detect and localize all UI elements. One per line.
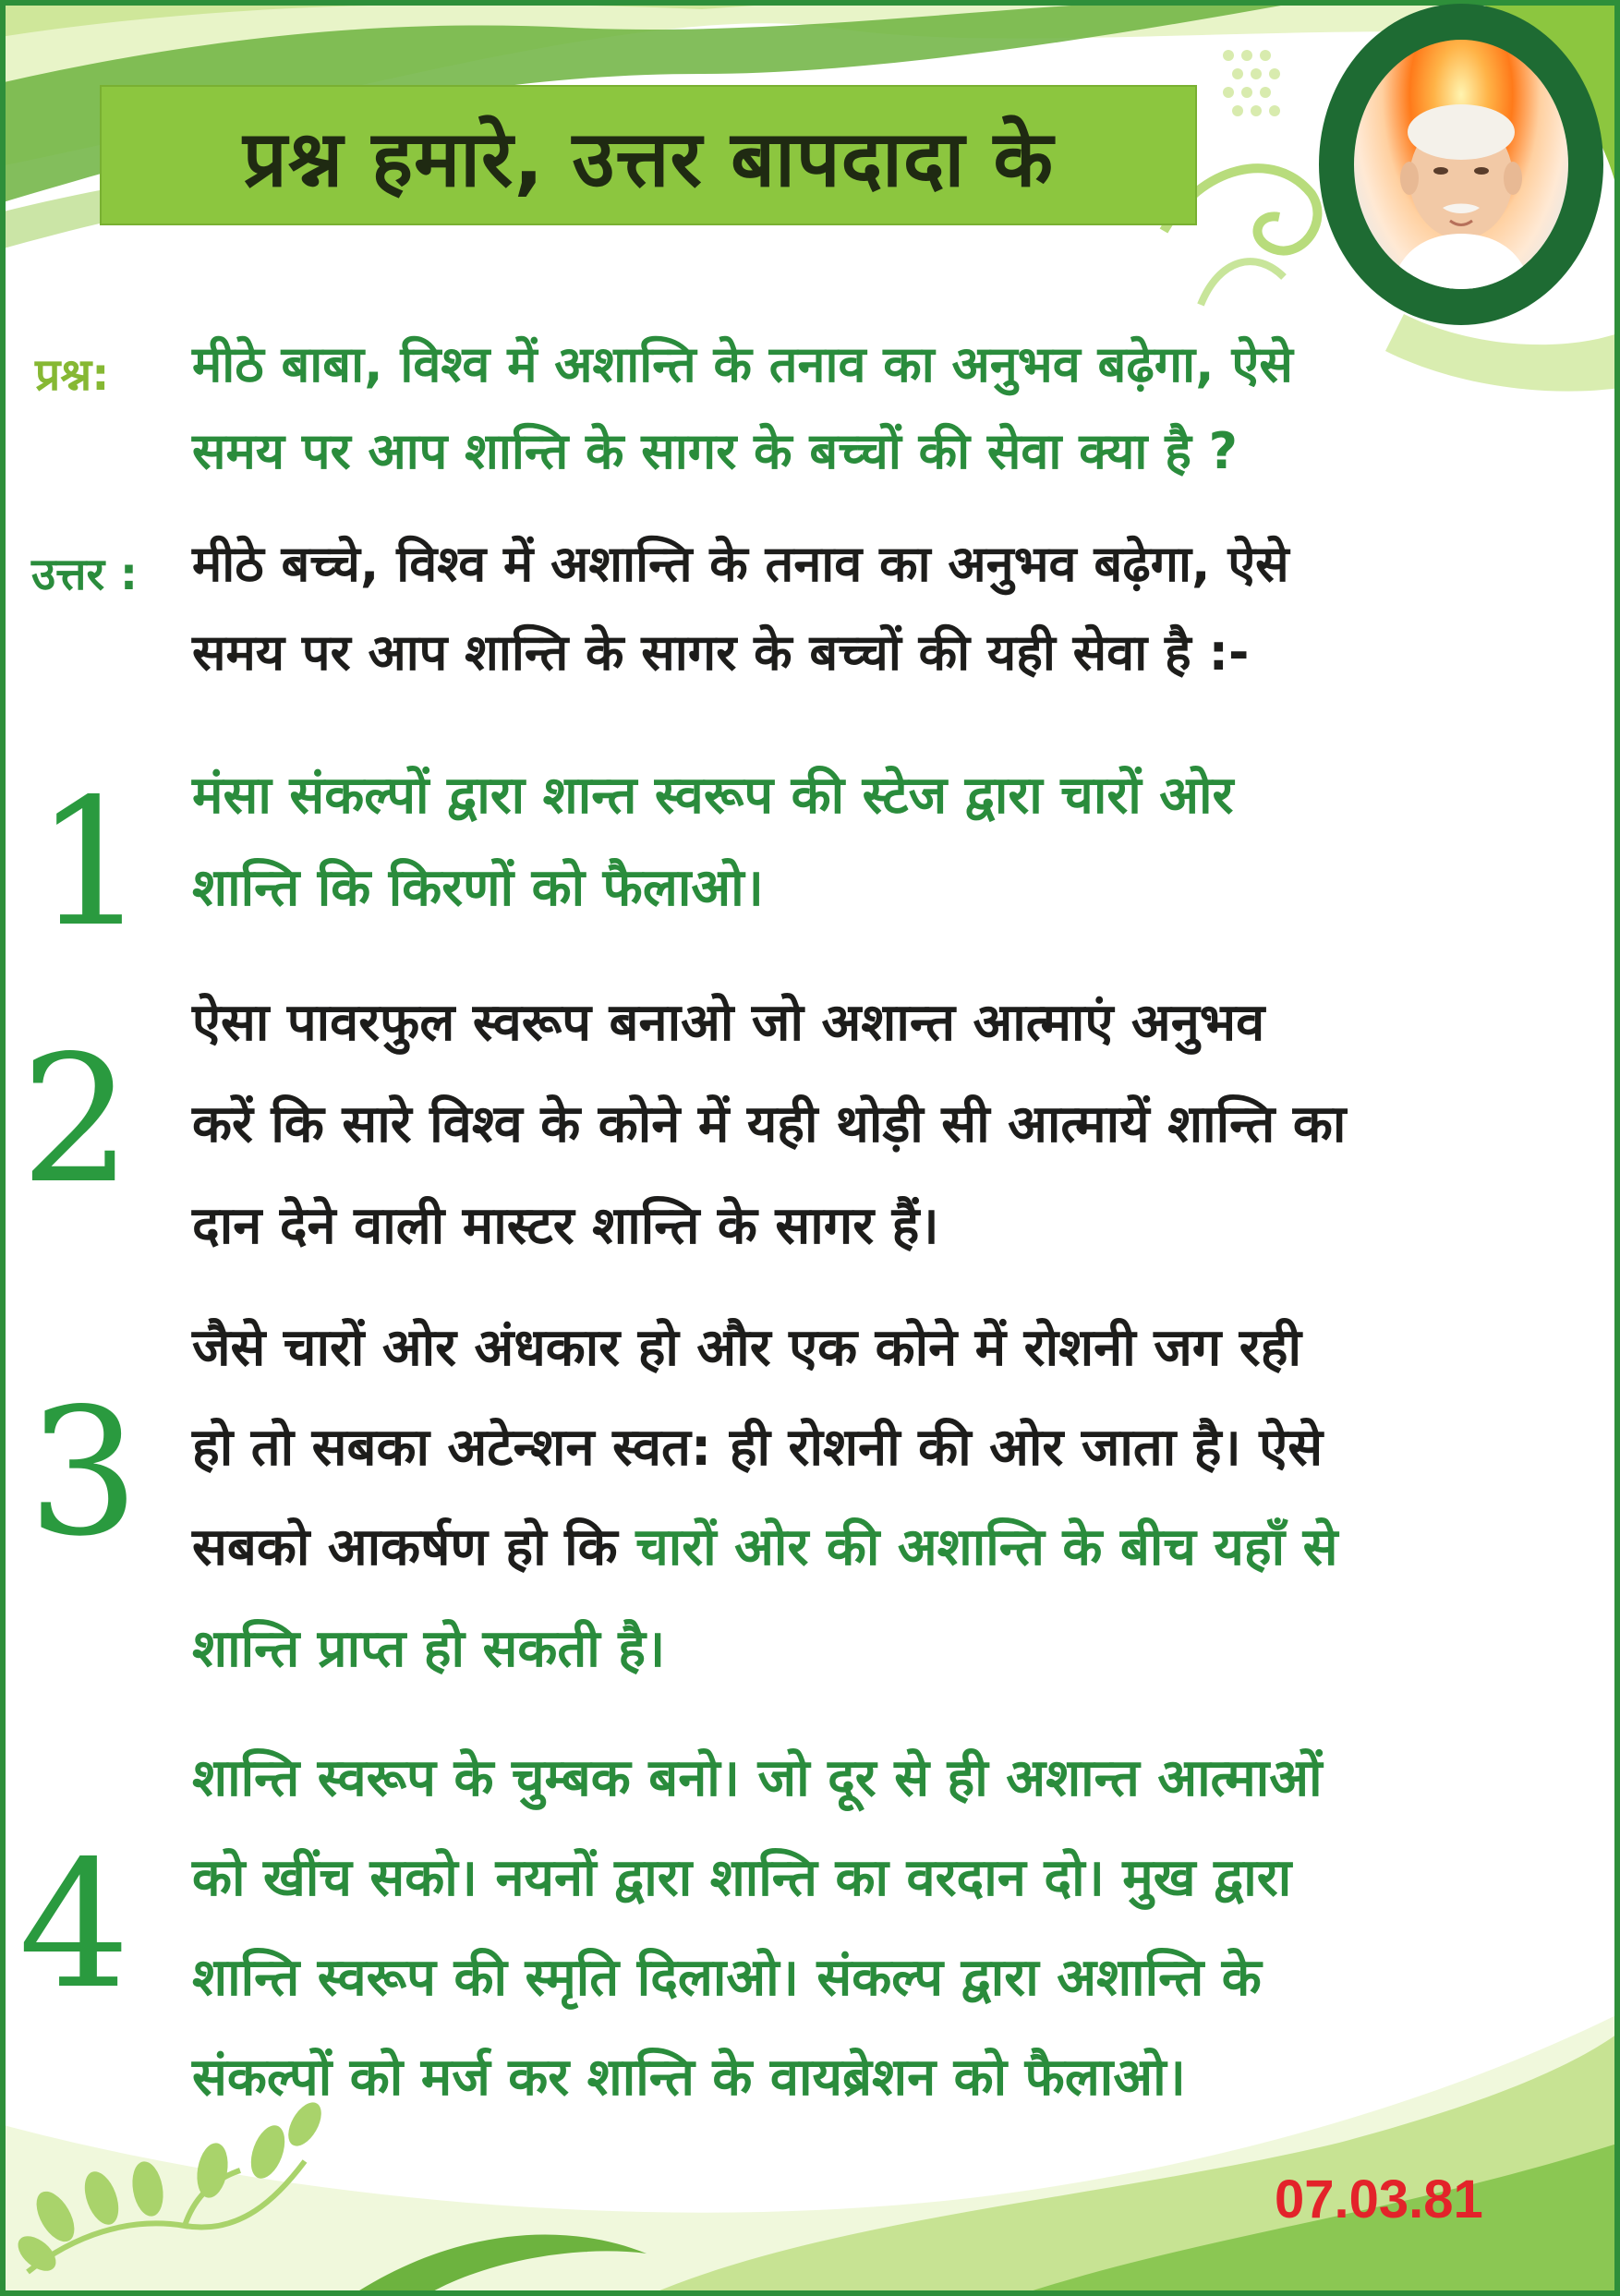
point-3-line-3 — [192, 1517, 1559, 1577]
question-label: प्रश्न: — [35, 349, 110, 401]
page-title: प्रश्न हमारे, उत्तर बापदादा के — [242, 113, 1055, 204]
point-3-line-3-green: चारों ओर की अशान्ति के बीच यहाँ से — [635, 1517, 1338, 1577]
portrait-illustration — [1354, 40, 1568, 289]
point-1-line-2: शान्ति कि किरणों को फैलाओ। — [192, 858, 764, 918]
point-number-2: 2 — [20, 1018, 132, 1222]
title-banner — [100, 85, 1197, 225]
date-stamp: 07.03.81 — [1275, 2169, 1483, 2230]
point-number-3: 3 — [28, 1371, 139, 1575]
point-2-line-2: करें कि सारे विश्व के कोने में यही थोड़ी सी आत्मायें शान्ति का — [192, 1094, 1347, 1154]
point-2-line-3: दान देने वाली मास्टर शान्ति के सागर हैं। — [192, 1196, 939, 1256]
question-line-1: मीठे बाबा, विश्व में अशान्ति के तनाव का अनुभव बढ़ेगा, ऐसे — [192, 335, 1293, 393]
answer-line-1: मीठे बच्चे, विश्व में अशान्ति के तनाव का अनुभव बढ़ेगा, ऐसे — [192, 535, 1289, 593]
point-3-line-3-dark: सबको आकर्षण हो कि — [192, 1517, 618, 1577]
portrait-image — [1354, 40, 1568, 289]
answer-line-2: समय पर आप शान्ति के सागर के बच्चों की यही सेवा है :- — [192, 623, 1250, 682]
point-1-line-1: मंसा संकल्पों द्वारा शान्त स्वरूप की स्टेज द्वारा चारों ओर — [192, 766, 1234, 826]
point-3-line-4: शान्ति प्राप्त हो सकती है। — [192, 1619, 666, 1679]
answer-label: उत्तर : — [31, 549, 139, 600]
point-4-line-3: शान्ति स्वरूप की स्मृति दिलाओ। संकल्प द्वारा अशान्ति के — [192, 1948, 1262, 2008]
point-2-line-1: ऐसा पावरफुल स्वरूप बनाओ जो अशान्त आत्माएं अनुभव — [192, 993, 1265, 1053]
portrait-frame — [1319, 4, 1603, 325]
point-number-1: 1 — [35, 761, 147, 965]
point-4-line-2: को खींच सको। नयनों द्वारा शान्ति का वरदान दो। मुख द्वारा — [192, 1848, 1292, 1908]
point-4-line-4: संकल्पों को मर्ज कर शान्ति के वायब्रेशन को फैलाओ। — [192, 2048, 1186, 2108]
point-3-line-1: जैसे चारों ओर अंधकार हो और एक कोने में रोशनी जग रही — [192, 1318, 1301, 1378]
point-number-4: 4 — [18, 1823, 130, 2027]
question-line-2: समय पर आप शान्ति के सागर के बच्चों की सेवा क्या है ? — [192, 422, 1238, 480]
point-3-line-2: हो तो सबका अटेन्शन स्वत: ही रोशनी की ओर जाता है। ऐसे — [192, 1418, 1324, 1478]
point-4-line-1: शान्ति स्वरूप के चुम्बक बनो। जो दूर से ही अशान्त आत्माओं — [192, 1748, 1323, 1808]
